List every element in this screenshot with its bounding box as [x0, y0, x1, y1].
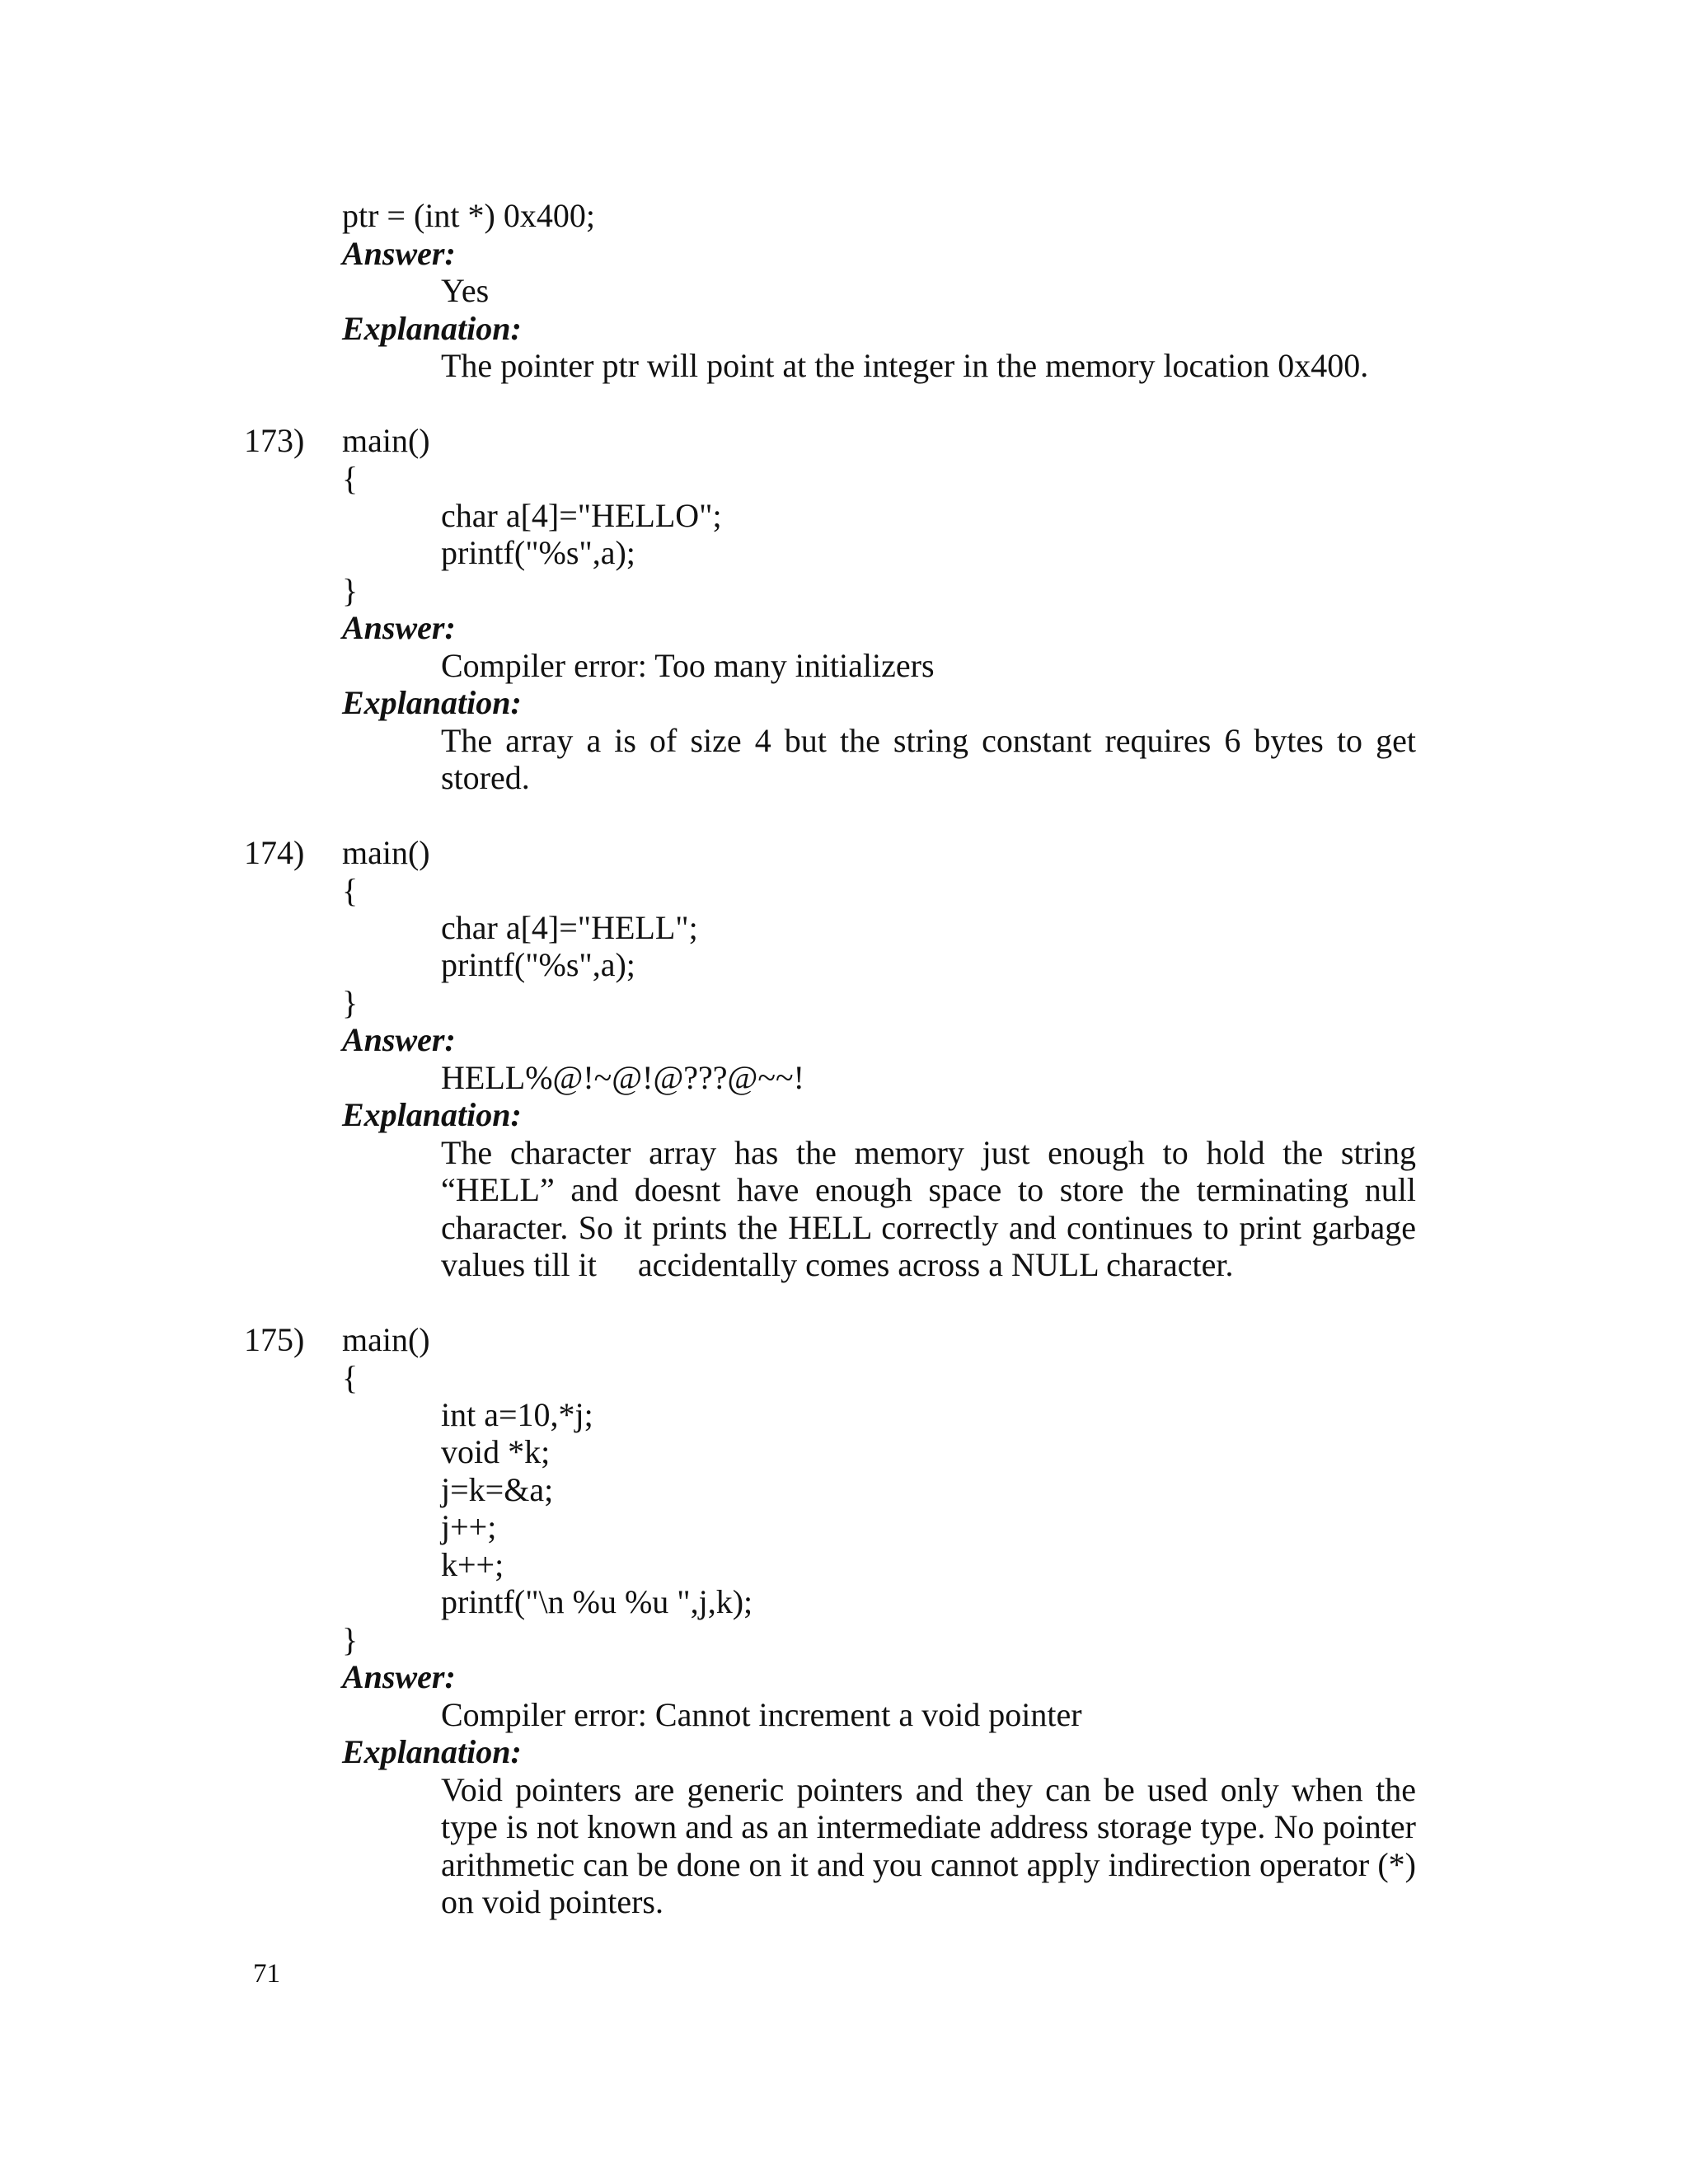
code-line: printf("\n %u %u ",j,k);	[441, 1583, 753, 1620]
code-line: j++;	[441, 1508, 497, 1545]
explanation-line: on void pointers.	[441, 1883, 663, 1920]
code-line: printf("%s",a);	[441, 534, 635, 571]
question-number: 175)	[244, 1321, 305, 1358]
code-line: main()	[342, 834, 430, 871]
explanation-line: character. So it prints the HELL correctly and continues to print garbage	[441, 1209, 1416, 1246]
code-brace-close: }	[342, 984, 359, 1021]
code-line: j=k=&a;	[441, 1471, 554, 1508]
code-line: main()	[342, 422, 430, 459]
explanation-label: Explanation:	[342, 310, 522, 347]
answer-label: Answer:	[342, 235, 456, 272]
explanation-line: Void pointers are generic pointers and they can be used only when the	[441, 1771, 1416, 1808]
code-brace-close: }	[342, 1621, 359, 1658]
code-line: char a[4]="HELL";	[441, 909, 698, 946]
explanation-text: The pointer ptr will point at the integer in the memory location 0x400.	[441, 347, 1369, 384]
code-line: printf("%s",a);	[441, 946, 635, 983]
explanation-label: Explanation:	[342, 1096, 522, 1133]
code-brace-close: }	[342, 572, 359, 609]
code-line: char a[4]="HELLO";	[441, 497, 722, 534]
question-number: 174)	[244, 834, 305, 871]
explanation-line: stored.	[441, 759, 530, 796]
answer-text: Compiler error: Cannot increment a void pointer	[441, 1696, 1082, 1733]
explanation-line: The array a is of size 4 but the string constant requires 6 bytes to get	[441, 722, 1416, 759]
code-brace-open: {	[342, 872, 359, 909]
code-line: void *k;	[441, 1433, 551, 1470]
answer-label: Answer:	[342, 1658, 456, 1695]
answer-text: Yes	[441, 272, 490, 309]
question-number: 173)	[244, 422, 305, 459]
explanation-label: Explanation:	[342, 684, 522, 721]
explanation-line: The character array has the memory just enough to hold the string	[441, 1134, 1416, 1171]
answer-label: Answer:	[342, 609, 456, 646]
answer-label: Answer:	[342, 1021, 456, 1058]
code-brace-open: {	[342, 460, 359, 497]
code-line: ptr = (int *) 0x400;	[342, 197, 595, 234]
code-brace-open: {	[342, 1359, 359, 1396]
explanation-line: “HELL” and doesnt have enough space to store the terminating null	[441, 1171, 1416, 1208]
explanation-line: values till it accidentally comes across a NULL character.	[441, 1246, 1234, 1283]
answer-text: Compiler error: Too many initializers	[441, 647, 935, 684]
code-line: main()	[342, 1321, 430, 1358]
code-line: int a=10,*j;	[441, 1396, 593, 1433]
explanation-line: type is not known and as an intermediate address storage type. No pointer	[441, 1808, 1416, 1845]
explanation-label: Explanation:	[342, 1733, 522, 1770]
explanation-line: arithmetic can be done on it and you cannot apply indirection operator (*)	[441, 1846, 1416, 1883]
code-line: k++;	[441, 1546, 504, 1583]
answer-text: HELL%@!~@!@???@~~!	[441, 1059, 804, 1096]
page-number: 71	[253, 1959, 280, 1989]
